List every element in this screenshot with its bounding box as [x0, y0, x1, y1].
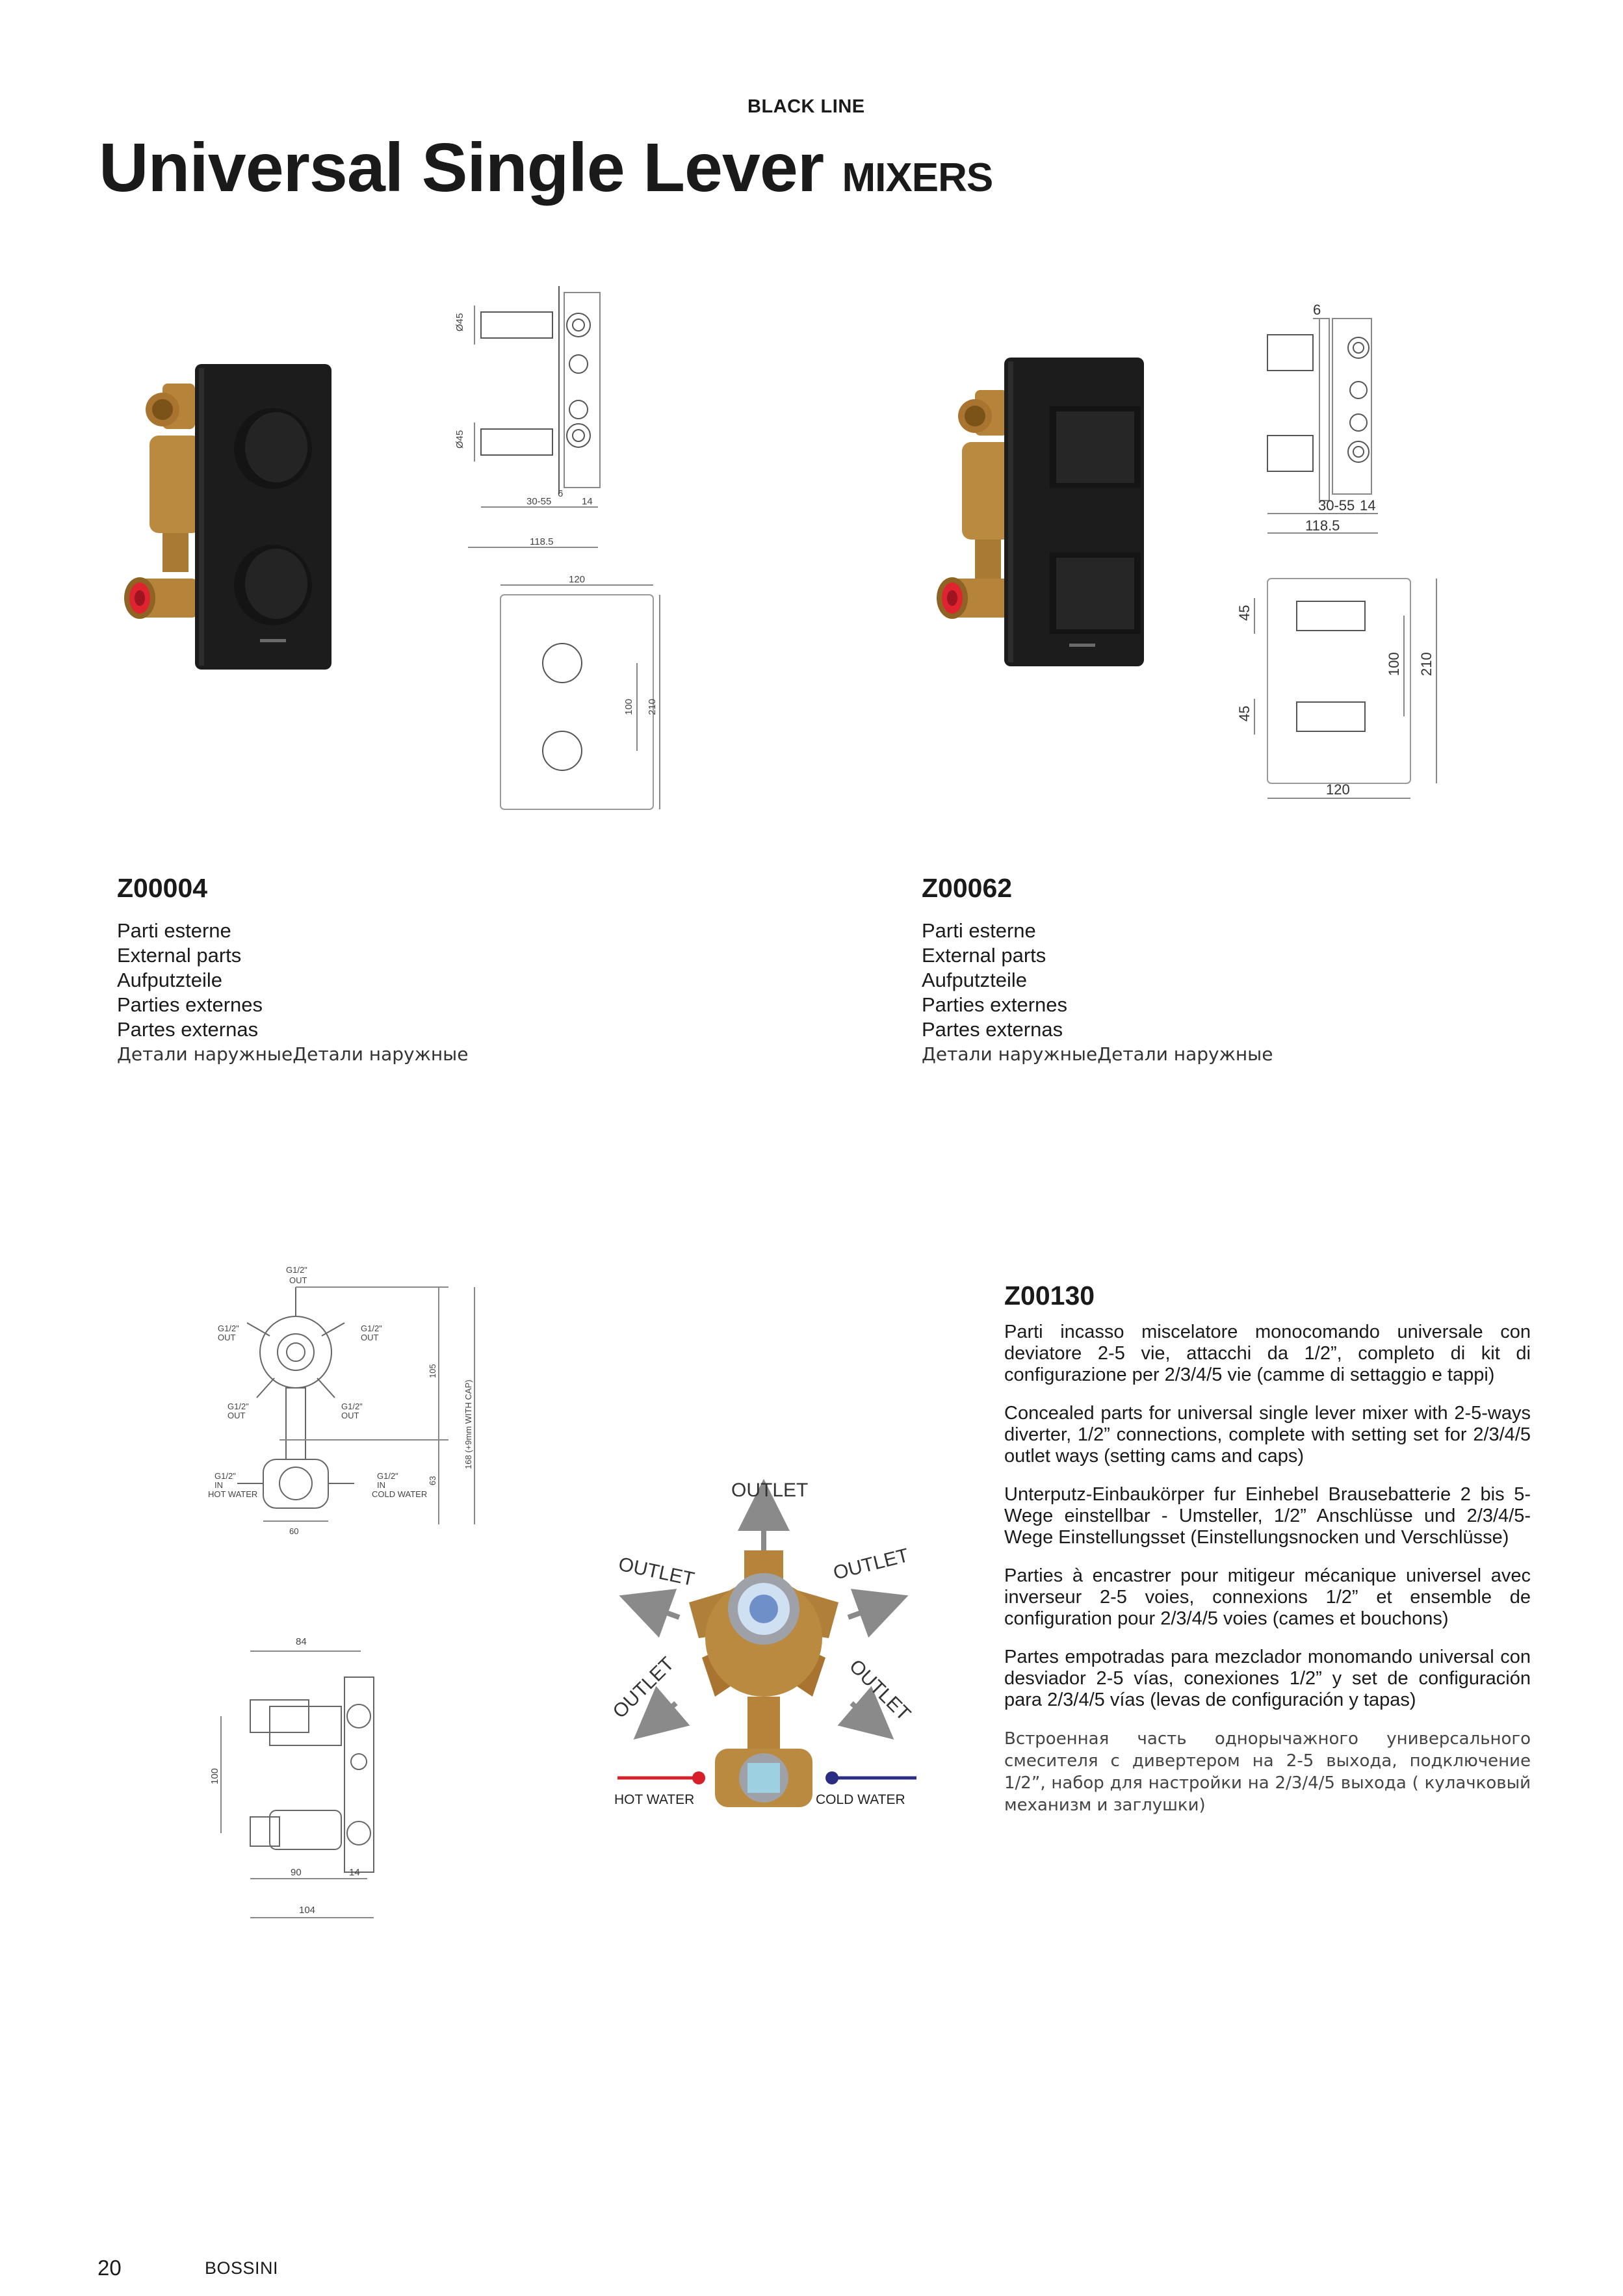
dim-h1: 100 — [623, 698, 634, 715]
label-lower-left-out: G1/2" OUT — [227, 1402, 249, 1420]
product-code-z00004: Z00004 — [117, 873, 208, 903]
name-es: Partes externas — [922, 1018, 1063, 1041]
series-label: BLACK LINE — [747, 96, 865, 117]
dim-60: 60 — [289, 1526, 299, 1536]
cold-water-label: COLD WATER — [816, 1792, 905, 1807]
product-code-z00062: Z00062 — [922, 873, 1013, 903]
dim-b: 30-55 — [1318, 497, 1355, 514]
dim-63: 63 — [428, 1476, 437, 1485]
dim-100: 100 — [209, 1768, 220, 1784]
dim-h1: 100 — [1386, 652, 1402, 676]
side-drawing-z00130 — [205, 1619, 413, 1983]
product-photo-z00004 — [110, 338, 357, 676]
desc-de: Unterputz-Einbaukörper fur Einhebel Brausebatterie 2 bis 5-Wege einstellbar - Umsteller, 1/2” Anschlüsse und 2/3/4/5-Wege Einstellungsset (Einstellungsnocken und Verschlüsse) — [1004, 1484, 1531, 1548]
brass-valve — [689, 1550, 838, 1807]
name-fr: Parties externes — [922, 993, 1067, 1016]
name-it: Parti esterne — [117, 919, 231, 942]
label-in-hot: G1/2" IN HOT WATER — [208, 1471, 258, 1499]
dim-84: 84 — [296, 1636, 307, 1647]
upper-round-handle — [234, 408, 312, 489]
dim-104: 104 — [299, 1905, 316, 1916]
valve-photo-z00130 — [604, 1443, 936, 1859]
name-es: Partes externas — [117, 1018, 259, 1041]
name-fr: Parties externes — [117, 993, 263, 1016]
desc-fr: Parties à encastrer pour mitigeur mécanique universel avec inverseur 2-5 voies, connexions 1/2” et ensemble de configuration pour 2/3/4/5 voies (cames et bouchons) — [1004, 1565, 1531, 1629]
page-number: 20 — [97, 2256, 122, 2280]
name-ru: Детали наружныеДетали наружные — [117, 1043, 469, 1065]
lower-round-handle — [234, 545, 312, 625]
cold-dot — [825, 1771, 838, 1784]
name-en: External parts — [117, 944, 242, 967]
dim-b: 30-55 — [526, 496, 552, 507]
product-names-z00062 — [922, 919, 1273, 1067]
dim-h2: 210 — [1418, 652, 1435, 676]
lower-square-handle — [1050, 553, 1141, 634]
desc-en: Concealed parts for universal single lever mixer with 2-5-ways diverter, 1/2” connections, complete with setting set for 2/3/4/5 outlet ways (setting cams and caps) — [1004, 1403, 1531, 1467]
label-lower-right-out: G1/2" OUT — [341, 1402, 363, 1420]
label-right-out: G1/2" OUT — [361, 1324, 382, 1342]
brass-body — [937, 390, 1014, 619]
dim-d2: Ø45 — [454, 430, 465, 449]
dim-w: 120 — [569, 574, 586, 585]
name-de: Aufputzteile — [117, 969, 222, 991]
page-title — [99, 129, 993, 207]
dim-s1: 45 — [1236, 605, 1253, 621]
product-description-z00130 — [1004, 1322, 1531, 1833]
dim-c: 14 — [582, 496, 593, 507]
technical-drawing-z00004 — [448, 280, 669, 813]
title-main: Universal Single Lever — [99, 129, 824, 206]
outlet-label-right: OUTLET — [831, 1545, 911, 1584]
outlet-label-lower-right: OUTLET — [845, 1655, 915, 1725]
hot-dot — [692, 1771, 705, 1784]
name-ru: Детали наружныеДетали наружные — [922, 1043, 1273, 1065]
dim-14: 14 — [349, 1867, 360, 1878]
outlet-label-top: OUTLET — [731, 1480, 809, 1501]
dim-total: 118.5 — [1305, 517, 1340, 534]
brass-body — [124, 384, 201, 619]
upper-square-handle — [1050, 406, 1141, 488]
dim-h2: 210 — [647, 698, 658, 715]
dim-d1: Ø45 — [454, 313, 465, 332]
label-in-cold: G1/2" IN COLD WATER — [372, 1471, 428, 1499]
dim-a: 6 — [1313, 302, 1321, 318]
name-en: External parts — [922, 944, 1046, 967]
desc-ru: Встроенная часть однорычажного универсального смесителя с дивертером на 2-5 выхода, подключение 1/2”, набор для настройки на 2/3/4/5 выхода ( кулачковый механизм и заглушки) — [1004, 1729, 1531, 1815]
brand-name: BOSSINI — [205, 2258, 279, 2278]
dim-168: 168 (+9mm WITH CAP) — [463, 1379, 473, 1469]
outlet-label-left: OUTLET — [616, 1553, 697, 1591]
dim-105: 105 — [428, 1364, 437, 1378]
product-photo-z00062 — [923, 345, 1170, 676]
label-left-out: G1/2" OUT — [218, 1324, 239, 1342]
label-top-out: G1/2" OUT — [286, 1265, 307, 1285]
dim-a: 6 — [558, 488, 564, 499]
name-de: Aufputzteile — [922, 969, 1027, 991]
product-code-z00130: Z00130 — [1004, 1281, 1095, 1311]
name-it: Parti esterne — [922, 919, 1036, 942]
hot-water-label: HOT WATER — [614, 1792, 695, 1807]
dim-total: 118.5 — [530, 536, 554, 547]
product-names-z00004 — [117, 919, 468, 1067]
front-drawing-z00130 — [201, 1261, 500, 1560]
title-suffix: MIXERS — [842, 155, 993, 200]
outlet-label-lower-left: OUTLET — [608, 1652, 679, 1723]
dim-c: 14 — [1360, 497, 1376, 514]
dim-90: 90 — [291, 1867, 302, 1878]
desc-it: Parti incasso miscelatore monocomando universale con deviatore 2-5 vie, attacchi da 1/2”, completo di kit di configurazione per 2/3/4/5 vie (camme di settaggio e tappi) — [1004, 1322, 1531, 1385]
dim-w: 120 — [1326, 781, 1350, 798]
technical-drawing-z00062 — [1228, 293, 1449, 806]
dim-s2: 45 — [1236, 705, 1253, 722]
desc-es: Partes empotradas para mezclador monomando universal con desviador 2-5 vías, conexiones 1/2” y set de configuración para 2/3/4/5 vías (levas de configuración y tapas) — [1004, 1647, 1531, 1710]
